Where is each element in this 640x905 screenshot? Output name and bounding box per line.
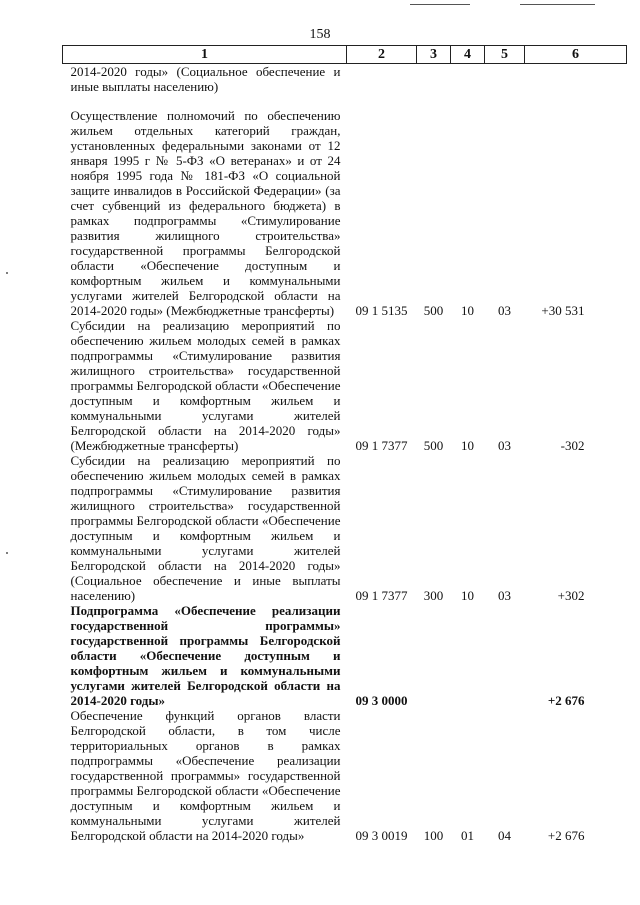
row-col3: [417, 603, 451, 708]
table-row-subprogram: [63, 603, 627, 708]
header-row: [63, 46, 627, 64]
row-amount: +2 676: [547, 693, 585, 708]
column-header: 6: [525, 46, 627, 64]
column-header: 5: [485, 46, 525, 64]
row-col4: 10: [461, 303, 474, 318]
row-amount: [525, 64, 627, 95]
budget-table: [62, 45, 627, 843]
row-description: Субсидии на реализацию мероприятий по обеспечению жильем молодых семей в рамках подпрограммы «Стимулирование развития жилищного строительства» государственной программы Белгородской области «Обеспечение доступным и комфортным жильем и коммунальными услугами жителей Белгородской области на 2014-2020 годы» (Межбюджетные трансферты): [70, 318, 341, 453]
page-number: 158: [309, 27, 331, 42]
row-col3: 500: [423, 438, 444, 453]
row-col5: [485, 64, 525, 95]
row-spacer: [63, 94, 627, 108]
table-row: [63, 108, 627, 318]
row-description: Осуществление полномочий по обеспечению жильем отдельных категорий граждан, установленных федеральными законами от 12 января 1995 г № 5-ФЗ «О ветеранах» и от 24 ноября 1995 года № 181-ФЗ «О социальной защите инвалидов в Российской Федерации» (за счет субвенций из федерального бюджета) в рамках подпрограммы «Стимулирование развития жилищного строительства» государственной программы Белгородской области «Обеспечение доступным и комфортным жильем и коммунальными услугами жителей Белгородской области на 2014-2020 годы» (Межбюджетные трансферты): [70, 108, 341, 318]
row-amount: -302: [560, 438, 585, 453]
row-col5: 04: [498, 828, 511, 843]
row-description: 2014-2020 годы» (Социальное обеспечение и иные выплаты населению): [70, 64, 341, 94]
table-row: [63, 453, 627, 603]
row-amount: +302: [557, 588, 585, 603]
row-col4: [451, 64, 485, 95]
row-col4: 10: [461, 438, 474, 453]
column-header: 4: [451, 46, 485, 64]
top-rule-left: [410, 4, 470, 5]
row-description: Подпрограмма «Обеспечение реализации государственной программы» государственной программы Белгородской области «Обеспечение доступным и комфортным жильем и коммунальными услугами жителей Белгородской области на 2014-2020 годы»: [70, 603, 341, 708]
column-header: 2: [347, 46, 417, 64]
row-col3: 100: [423, 828, 444, 843]
row-code: 09 3 0019: [355, 828, 408, 843]
row-code: [347, 64, 417, 95]
margin-dot: [6, 272, 8, 274]
column-header: 3: [417, 46, 451, 64]
table-row: [63, 318, 627, 453]
row-description: Обеспечение функций органов власти Белгородской области, в том числе территориальных органов в рамках подпрограммы «Обеспечение реализации государственной программы» государственной программы Белгородской области «Обеспечение доступным и комфортным жильем и коммунальными услугами жителей Белгородской области на 2014-2020 годы»: [70, 708, 341, 843]
table-row: [63, 64, 627, 95]
row-col4: [451, 603, 485, 708]
row-code: 09 3 0000: [355, 693, 408, 708]
row-amount: +30 531: [541, 303, 585, 318]
row-code: 09 1 5135: [355, 303, 408, 318]
row-col5: 03: [498, 438, 511, 453]
row-code: 09 1 7377: [355, 588, 408, 603]
row-col5: 03: [498, 588, 511, 603]
row-amount: +2 676: [547, 828, 585, 843]
row-col3: 500: [423, 303, 444, 318]
row-col5: [485, 603, 525, 708]
row-col5: 03: [498, 303, 511, 318]
row-col4: 10: [461, 588, 474, 603]
table-row: [63, 708, 627, 843]
row-col3: [417, 64, 451, 95]
column-header: 1: [63, 46, 347, 64]
row-col4: 01: [461, 828, 474, 843]
row-col3: 300: [423, 588, 444, 603]
row-description: Субсидии на реализацию мероприятий по обеспечению жильем молодых семей в рамках подпрограммы «Стимулирование развития жилищного строительства» государственной программы Белгородской области «Обеспечение доступным и комфортным жильем и коммунальными услугами жителей Белгородской области на 2014-2020 годы» (Социальное обеспечение и иные выплаты населению): [70, 453, 341, 603]
row-code: 09 1 7377: [355, 438, 408, 453]
top-rule-right: [520, 4, 595, 5]
margin-dot: [6, 552, 8, 554]
